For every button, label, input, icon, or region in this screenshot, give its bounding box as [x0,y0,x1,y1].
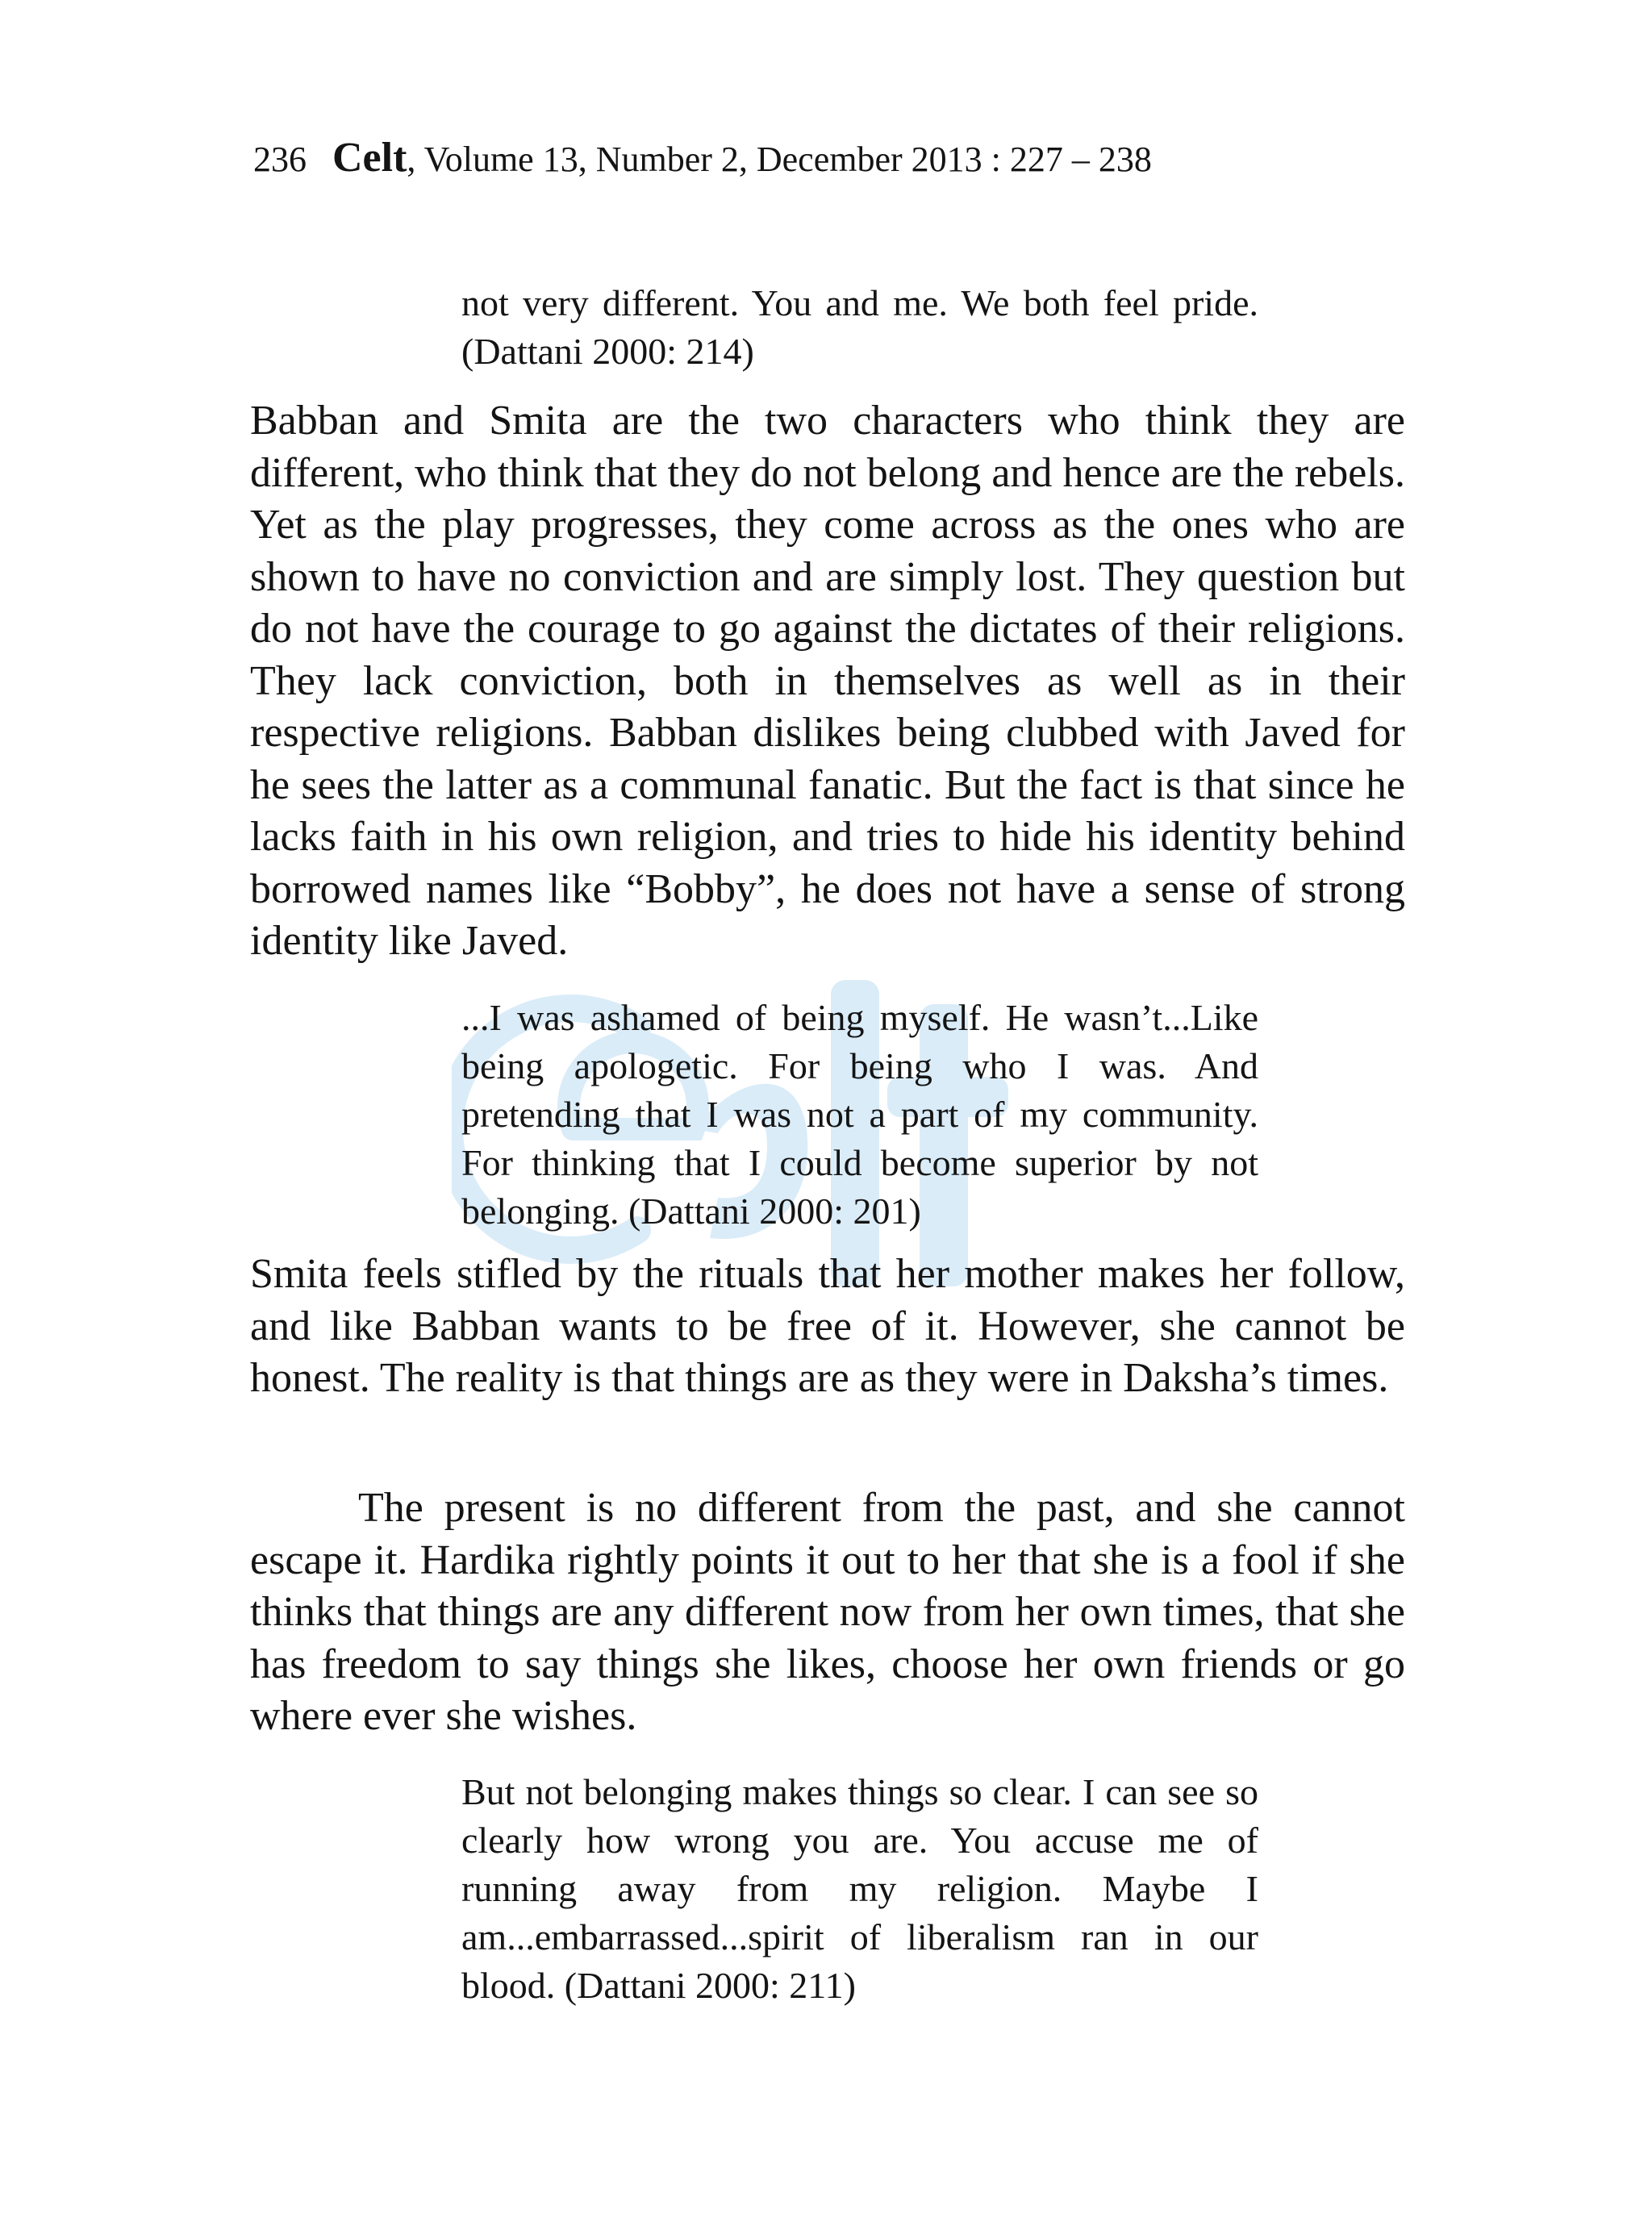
journal-name: Celt [332,135,407,181]
body-paragraph: Smita feels stifled by the rituals that her mother makes her follow, and like Babban wants to be free of it. However, she cannot be honest. The reality is that things are as they were in Daksha’s times. [250,1251,1405,1401]
body-paragraph: Babban and Smita are the two characters who think they are different, who think that they do not belong and hence are the rebels. Yet as the play progresses, they come across as the ones who are shown to have no conviction and are simply lost. They question but do not have the courage to go against the dictates of their religions. They lack conviction, both in themselves as well as in their respective religions. Babban dislikes being clubbed with Javed for he sees the latter as a communal fanatic. But the fact is that since he lacks faith in his own religion, and tries to hide his identity behind borrowed names like “Bobby”, he does not have a sense of strong identity like Javed. [250,398,1405,964]
body-paragraph: The present is no different from the past, and she cannot escape it. Hardika rightly points it out to her that she is a fool if she thinks that things are any different now from her own times, that she has freedom to say things she likes, choose her own friends or go where ever she wishes. [250,1485,1405,1739]
running-header [253,136,1152,182]
issue-info: , Volume 13, Number 2, December 2013 : 227 – 238 [407,140,1152,179]
block-quote: But not belonging makes things so clear. I can see so clearly how wrong you are. You accuse me of running away from my religion. Maybe I am...embarrassed...spirit of liberalism ran in our blood. (Dattani 2000: 211) [461,1771,1258,2006]
block-quote: not very different. You and me. We both feel pride. (Dattani 2000: 214) [461,282,1258,372]
block-quote: ...I was ashamed of being myself. He wasn’t...Like being apologetic. For being who I was. And pretending that I was not a part of my community. For thinking that I could become superior by not belonging. (Dattani 2000: 201) [461,997,1258,1232]
page-number: 236 [253,140,307,179]
